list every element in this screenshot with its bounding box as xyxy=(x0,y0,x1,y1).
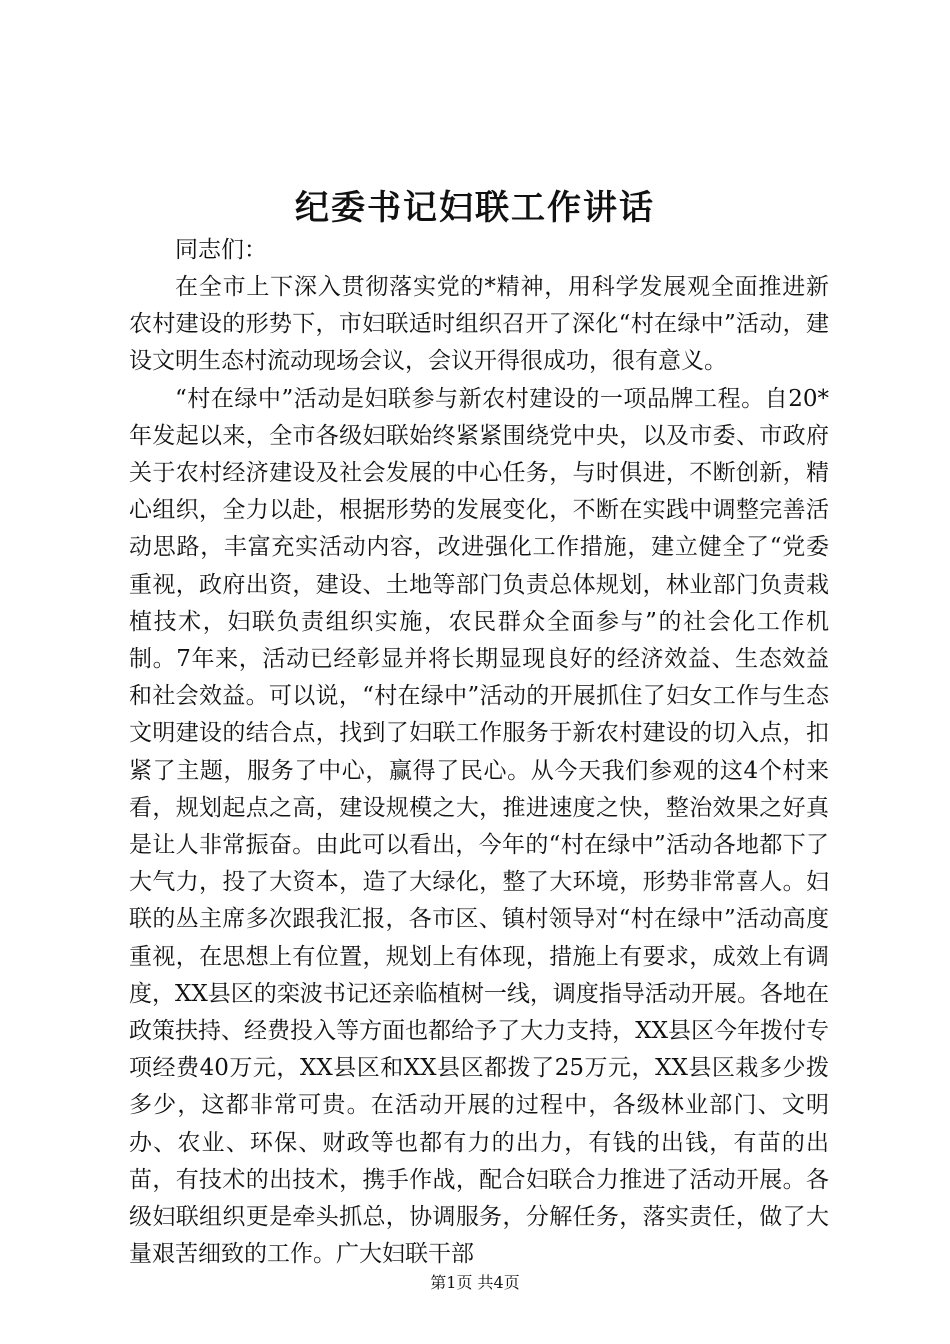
salutation: 同志们： xyxy=(175,237,267,263)
document-title: 纪委书记妇联工作讲话 xyxy=(295,188,655,228)
paragraph: “村在绿中”活动是妇联参与新农村建设的一项品牌工程。自20*年发起以来，全市各级妇联始终紧紧围绕党中央，以及市委、市政府关于农村经济建设及社会发展的中心任务，与时俱进，不断创新，精心组织，全力以赴，根据形势的发展变化，不断在实践中调整完善活动思路，丰富充实活动内容，改进强化工作措施，建立健全了“党委重视，政府出资，建设、土地等部门负责总体规划，林业部门负责栽植技术，妇联负责组织实施，农民群众全面参与”的社会化工作机制。7年来，活动已经彰显并将长期显现良好的经济效益、生态效益和社会效益。可以说，“村在绿中”活动的开展抓住了妇女工作与生态文明建设的结合点，找到了妇联工作服务于新农村建设的切入点，扣紧了主题，服务了中心，赢得了民心。从今天我们参观的这4个村来看，规划起点之高，建设规模之大，推进速度之快，整治效果之好真是让人非常振奋。由此可以看出，今年的“村在绿中”活动各地都下了大气力，投了大资本，造了大绿化，整了大环境，形势非常喜人。妇联的丛主席多次跟我汇报，各市区、镇村领导对“村在绿中”活动高度重视，在思想上有位置，规划上有体现，措施上有要求，成效上有调度，XX县区的栾波书记还亲临植树一线，调度指导活动开展。各地在政策扶持、经费投入等方面也都给予了大力支持，XX县区今年拨付专项经费40万元，XX县区和XX县区都拨了25万元，XX县区栽多少拨多少，这都非常可贵。在活动开展的过程中，各级林业部门、文明办、农业、环保、财政等也都有力的出力，有钱的出钱，有苗的出苗，有技术的出技术，携手作战，配合妇联合力推进了活动开展。各级妇联组织更是牵头抓总，协调服务，分解任务，落实责任，做了大量艰苦细致的工作。广大妇联干部 xyxy=(129,385,829,1268)
paragraph: 在全市上下深入贯彻落实党的*精神，用科学发展观全面推进新农村建设的形势下，市妇联适时组织召开了深化“村在绿中”活动，建设文明生态村流动现场会议，会议开得很成功，很有意义。 xyxy=(129,274,829,375)
page-number-footer: 第1页 共4页 xyxy=(430,1273,520,1292)
document-body xyxy=(129,232,829,1273)
